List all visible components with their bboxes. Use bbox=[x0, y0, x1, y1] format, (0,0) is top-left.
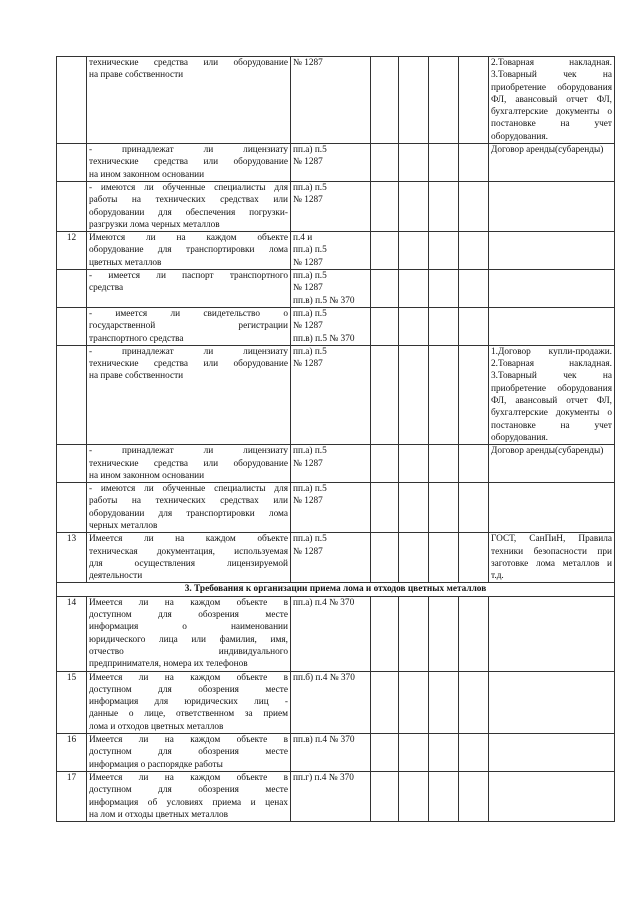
requirement-cell-line: Имеется ли на каждом объекте в bbox=[89, 672, 288, 683]
requirement-cell bbox=[87, 483, 291, 533]
reference-cell-line: пп.г) п.4 № 370 bbox=[293, 772, 354, 783]
documents-cell-line: ФЛ, авансовый отчет ФЛ, bbox=[491, 94, 612, 105]
documents-cell-line: т.д. bbox=[491, 571, 504, 582]
requirement-cell-line: государственной регистрации bbox=[89, 321, 288, 332]
row-number bbox=[57, 483, 87, 533]
reference-cell-line: пп.б) п.4 № 370 bbox=[293, 672, 355, 683]
requirement-cell bbox=[87, 671, 291, 733]
table-row bbox=[57, 734, 615, 772]
requirement-cell-line: информация о распорядке работы bbox=[89, 759, 223, 770]
requirement-cell bbox=[87, 57, 291, 144]
table-row bbox=[57, 232, 615, 270]
row-number bbox=[57, 181, 87, 231]
documents-cell bbox=[489, 734, 615, 772]
documents-cell-line: техники безопасности при bbox=[491, 546, 612, 557]
documents-cell-line: постановке на учет bbox=[491, 420, 612, 431]
table-row bbox=[57, 307, 615, 345]
row-number: 17 bbox=[57, 771, 87, 821]
documents-cell bbox=[489, 144, 615, 182]
reference-cell bbox=[291, 671, 371, 733]
check-cell bbox=[371, 144, 399, 182]
check-cell bbox=[459, 734, 489, 772]
requirement-cell bbox=[87, 232, 291, 270]
documents-cell-line: 1.Договор купли-продажи. bbox=[491, 346, 612, 357]
check-cell bbox=[429, 57, 459, 144]
reference-cell-line: № 1287 bbox=[293, 195, 323, 206]
check-cell bbox=[459, 771, 489, 821]
table-row bbox=[57, 771, 615, 821]
reference-cell-line: пп.в) п.5 № 370 bbox=[293, 295, 355, 306]
check-cell bbox=[399, 771, 429, 821]
requirement-cell bbox=[87, 771, 291, 821]
reference-cell-line: № 1287 bbox=[293, 546, 323, 557]
reference-cell bbox=[291, 596, 371, 671]
table-row bbox=[57, 181, 615, 231]
check-cell bbox=[459, 307, 489, 345]
reference-cell-line: № 1287 bbox=[293, 458, 323, 469]
requirement-cell-line: деятельности bbox=[89, 571, 143, 582]
requirement-cell-line: Имеется ли на каждом объекте в bbox=[89, 735, 288, 746]
check-cell bbox=[399, 734, 429, 772]
requirement-cell bbox=[87, 144, 291, 182]
checklist-table bbox=[56, 56, 615, 822]
requirement-cell bbox=[87, 596, 291, 671]
requirement-cell-line: разгрузки лома черных металлов bbox=[89, 219, 220, 230]
check-cell bbox=[371, 345, 399, 444]
requirement-cell-line: доступном для обозрения месте bbox=[89, 610, 288, 621]
reference-cell-line: пп.а) п.5 bbox=[293, 484, 327, 495]
table-row bbox=[57, 596, 615, 671]
requirement-cell-line: на ином законном основании bbox=[89, 470, 205, 481]
documents-cell bbox=[489, 771, 615, 821]
check-cell bbox=[371, 533, 399, 583]
check-cell bbox=[371, 270, 399, 308]
requirement-cell-line: технические средства или оборудование bbox=[89, 157, 288, 168]
reference-cell-line: пп.а) п.5 bbox=[293, 534, 327, 545]
check-cell bbox=[399, 57, 429, 144]
requirement-cell-line: - принадлежат ли лицензиату bbox=[89, 346, 288, 357]
check-cell bbox=[429, 345, 459, 444]
documents-cell-line: ФЛ, авансовый отчет ФЛ, bbox=[491, 396, 612, 407]
reference-cell-line: пп.а) п.5 bbox=[293, 271, 327, 282]
check-cell bbox=[429, 734, 459, 772]
requirement-cell bbox=[87, 181, 291, 231]
requirement-cell-line: оборудовании для транспортировки лома bbox=[89, 508, 288, 519]
requirement-cell-line: - принадлежат ли лицензиату bbox=[89, 145, 288, 156]
reference-cell bbox=[291, 270, 371, 308]
row-number: 13 bbox=[57, 533, 87, 583]
documents-cell-line: постановке на учет bbox=[491, 119, 612, 130]
requirement-cell bbox=[87, 734, 291, 772]
documents-cell-line: 3.Товарный чек на bbox=[491, 371, 612, 382]
requirement-cell bbox=[87, 270, 291, 308]
reference-cell bbox=[291, 232, 371, 270]
documents-cell bbox=[489, 345, 615, 444]
documents-cell bbox=[489, 57, 615, 144]
row-number bbox=[57, 345, 87, 444]
requirement-cell-line: - имеется ли паспорт транспортного bbox=[89, 271, 288, 282]
documents-cell bbox=[489, 232, 615, 270]
documents-cell-line: 3.Товарный чек на bbox=[491, 70, 612, 81]
check-cell bbox=[429, 671, 459, 733]
check-cell bbox=[371, 181, 399, 231]
requirement-cell-line: Имеется ли на каждом объекте bbox=[89, 534, 288, 545]
row-number: 15 bbox=[57, 671, 87, 733]
requirement-cell-line: Имеется ли на каждом объекте в bbox=[89, 597, 288, 608]
reference-cell bbox=[291, 57, 371, 144]
reference-cell-line: пп.а) п.4 № 370 bbox=[293, 597, 355, 608]
check-cell bbox=[371, 734, 399, 772]
table-row bbox=[57, 671, 615, 733]
reference-cell-line: № 1287 bbox=[293, 157, 323, 168]
requirement-cell bbox=[87, 307, 291, 345]
requirement-cell-line: информация об условиях приема и ценах bbox=[89, 797, 288, 808]
requirement-cell-line: доступном для обозрения месте bbox=[89, 684, 288, 695]
requirement-cell-line: оборудовании для обеспечения погрузки- bbox=[89, 207, 288, 218]
table-row bbox=[57, 445, 615, 483]
requirement-cell-line: средства bbox=[89, 283, 124, 294]
documents-cell bbox=[489, 483, 615, 533]
reference-cell-line: пп.а) п.5 bbox=[293, 182, 327, 193]
section-header-row bbox=[57, 583, 615, 596]
reference-cell-line: пп.а) п.5 bbox=[293, 145, 327, 156]
section-3-title: 3. Требования к организации приема лома и отходов цветных металлов bbox=[57, 583, 615, 596]
documents-cell-line: бухгалтерские документы о bbox=[491, 107, 612, 118]
table-row bbox=[57, 345, 615, 444]
documents-cell bbox=[489, 533, 615, 583]
check-cell bbox=[459, 483, 489, 533]
requirement-cell-line: на лом и отходы цветных металлов bbox=[89, 809, 229, 820]
check-cell bbox=[399, 181, 429, 231]
reference-cell-line: пп.в) п.5 № 370 bbox=[293, 333, 355, 344]
check-cell bbox=[399, 232, 429, 270]
documents-cell-line: оборудования. bbox=[491, 131, 548, 142]
requirement-cell-line: работы на технических средствах или bbox=[89, 496, 288, 507]
requirement-cell-line: - имеются ли обученные специалисты для bbox=[89, 484, 288, 495]
check-cell bbox=[399, 307, 429, 345]
documents-cell-line: приобретение оборудования bbox=[491, 383, 612, 394]
reference-cell bbox=[291, 734, 371, 772]
table-row bbox=[57, 270, 615, 308]
row-number bbox=[57, 307, 87, 345]
documents-cell-line: 2.Товарная накладная. bbox=[491, 359, 612, 370]
reference-cell-line: № 1287 bbox=[293, 257, 323, 268]
check-cell bbox=[459, 57, 489, 144]
check-cell bbox=[459, 671, 489, 733]
requirement-cell-line: - имеется ли свидетельство о bbox=[89, 308, 288, 319]
reference-cell-line: пп.а) п.5 bbox=[293, 346, 327, 357]
table-row bbox=[57, 57, 615, 144]
requirement-cell-line: технические средства или оборудование bbox=[89, 458, 288, 469]
requirement-cell-line: работы на технических средствах или bbox=[89, 195, 288, 206]
documents-cell bbox=[489, 445, 615, 483]
requirement-cell bbox=[87, 345, 291, 444]
documents-cell bbox=[489, 671, 615, 733]
reference-cell-line: пп.в) п.4 № 370 bbox=[293, 735, 355, 746]
documents-cell bbox=[489, 181, 615, 231]
check-cell bbox=[459, 232, 489, 270]
requirement-cell bbox=[87, 445, 291, 483]
check-cell bbox=[399, 345, 429, 444]
row-number bbox=[57, 144, 87, 182]
reference-cell-line: № 1287 bbox=[293, 496, 323, 507]
documents-cell-line: оборудования. bbox=[491, 432, 548, 443]
check-cell bbox=[399, 144, 429, 182]
check-cell bbox=[371, 483, 399, 533]
requirement-cell-line: юридического лица или фамилия, имя, bbox=[89, 634, 288, 645]
check-cell bbox=[371, 57, 399, 144]
requirement-cell-line: информация для юридических лиц - bbox=[89, 697, 288, 708]
requirement-cell-line: на праве собственности bbox=[89, 371, 184, 382]
documents-cell bbox=[489, 307, 615, 345]
reference-cell-line: № 1287 bbox=[293, 58, 323, 68]
check-cell bbox=[371, 445, 399, 483]
check-cell bbox=[399, 445, 429, 483]
documents-cell-line: Договор аренды(субаренды) bbox=[491, 145, 604, 156]
documents-cell-line: бухгалтерские документы о bbox=[491, 408, 612, 419]
check-cell bbox=[459, 345, 489, 444]
requirement-cell-line: Имеются ли на каждом объекте bbox=[89, 233, 288, 244]
reference-cell-line: № 1287 bbox=[293, 359, 323, 370]
check-cell bbox=[371, 232, 399, 270]
check-cell bbox=[429, 270, 459, 308]
requirement-cell-line: доступном для обозрения месте bbox=[89, 747, 288, 758]
check-cell bbox=[429, 483, 459, 533]
documents-cell-line: 2.Товарная накладная. bbox=[491, 58, 612, 68]
check-cell bbox=[429, 232, 459, 270]
reference-cell-line: № 1287 bbox=[293, 321, 323, 332]
reference-cell bbox=[291, 345, 371, 444]
reference-cell bbox=[291, 144, 371, 182]
requirement-cell-line: данные о лице, ответственном за прием bbox=[89, 709, 288, 720]
requirement-cell-line: для осуществления лицензируемой bbox=[89, 558, 288, 569]
check-cell bbox=[429, 445, 459, 483]
check-cell bbox=[399, 671, 429, 733]
reference-cell-line: пп.а) п.5 bbox=[293, 245, 327, 256]
check-cell bbox=[371, 771, 399, 821]
requirement-cell-line: техническая документация, используемая bbox=[89, 546, 288, 557]
requirement-cell-line: оборудование для транспортировки лома bbox=[89, 245, 288, 256]
check-cell bbox=[371, 596, 399, 671]
row-number: 14 bbox=[57, 596, 87, 671]
requirement-cell-line: транспортного средства bbox=[89, 333, 184, 344]
reference-cell bbox=[291, 445, 371, 483]
check-cell bbox=[371, 671, 399, 733]
requirement-cell-line: на ином законном основании bbox=[89, 169, 205, 180]
row-number: 16 bbox=[57, 734, 87, 772]
documents-cell-line: приобретение оборудования bbox=[491, 82, 612, 93]
table-row bbox=[57, 483, 615, 533]
reference-cell-line: пп.а) п.5 bbox=[293, 446, 327, 457]
requirement-cell-line: Имеется ли на каждом объекте в bbox=[89, 772, 288, 783]
check-cell bbox=[399, 533, 429, 583]
requirement-cell-line: информация о наименовании bbox=[89, 622, 288, 633]
table-row bbox=[57, 533, 615, 583]
requirement-cell-line: доступном для обозрения месте bbox=[89, 785, 288, 796]
documents-cell bbox=[489, 596, 615, 671]
row-number bbox=[57, 445, 87, 483]
reference-cell bbox=[291, 771, 371, 821]
check-cell bbox=[459, 181, 489, 231]
check-cell bbox=[429, 533, 459, 583]
requirement-cell-line: - имеются ли обученные специалисты для bbox=[89, 182, 288, 193]
documents-cell-line: ГОСТ, СанПиН, Правила bbox=[491, 534, 612, 545]
reference-cell-line: п.4 и bbox=[293, 233, 313, 244]
requirement-cell-line: предпринимателя, номера их телефонов bbox=[89, 659, 248, 670]
requirement-cell-line: отчество индивидуального bbox=[89, 646, 288, 657]
check-cell bbox=[459, 533, 489, 583]
check-cell bbox=[399, 483, 429, 533]
reference-cell bbox=[291, 483, 371, 533]
check-cell bbox=[399, 270, 429, 308]
documents-cell-line: Договор аренды(субаренды) bbox=[491, 446, 604, 457]
requirement-cell bbox=[87, 533, 291, 583]
documents-cell-line: заготовке лома металлов и bbox=[491, 558, 612, 569]
check-cell bbox=[459, 270, 489, 308]
table-row bbox=[57, 144, 615, 182]
check-cell bbox=[429, 181, 459, 231]
check-cell bbox=[429, 771, 459, 821]
check-cell bbox=[371, 307, 399, 345]
requirement-cell-line: технические средства или оборудование bbox=[89, 359, 288, 370]
check-cell bbox=[429, 144, 459, 182]
check-cell bbox=[429, 307, 459, 345]
reference-cell bbox=[291, 181, 371, 231]
row-number: 12 bbox=[57, 232, 87, 270]
row-number bbox=[57, 57, 87, 144]
reference-cell bbox=[291, 533, 371, 583]
check-cell bbox=[459, 445, 489, 483]
check-cell bbox=[399, 596, 429, 671]
reference-cell-line: № 1287 bbox=[293, 283, 323, 294]
row-number bbox=[57, 270, 87, 308]
requirement-cell-line: на праве собственности bbox=[89, 70, 184, 81]
requirement-cell-line: цветных металлов bbox=[89, 257, 162, 268]
reference-cell-line: пп.а) п.5 bbox=[293, 308, 327, 319]
reference-cell bbox=[291, 307, 371, 345]
requirement-cell-line: лома и отходов цветных металлов bbox=[89, 721, 224, 732]
requirement-cell-line: технические средства или оборудование bbox=[89, 58, 288, 68]
requirement-cell-line: черных металлов bbox=[89, 520, 158, 531]
requirement-cell-line: - принадлежат ли лицензиату bbox=[89, 446, 288, 457]
check-cell bbox=[459, 144, 489, 182]
check-cell bbox=[429, 596, 459, 671]
check-cell bbox=[459, 596, 489, 671]
documents-cell bbox=[489, 270, 615, 308]
